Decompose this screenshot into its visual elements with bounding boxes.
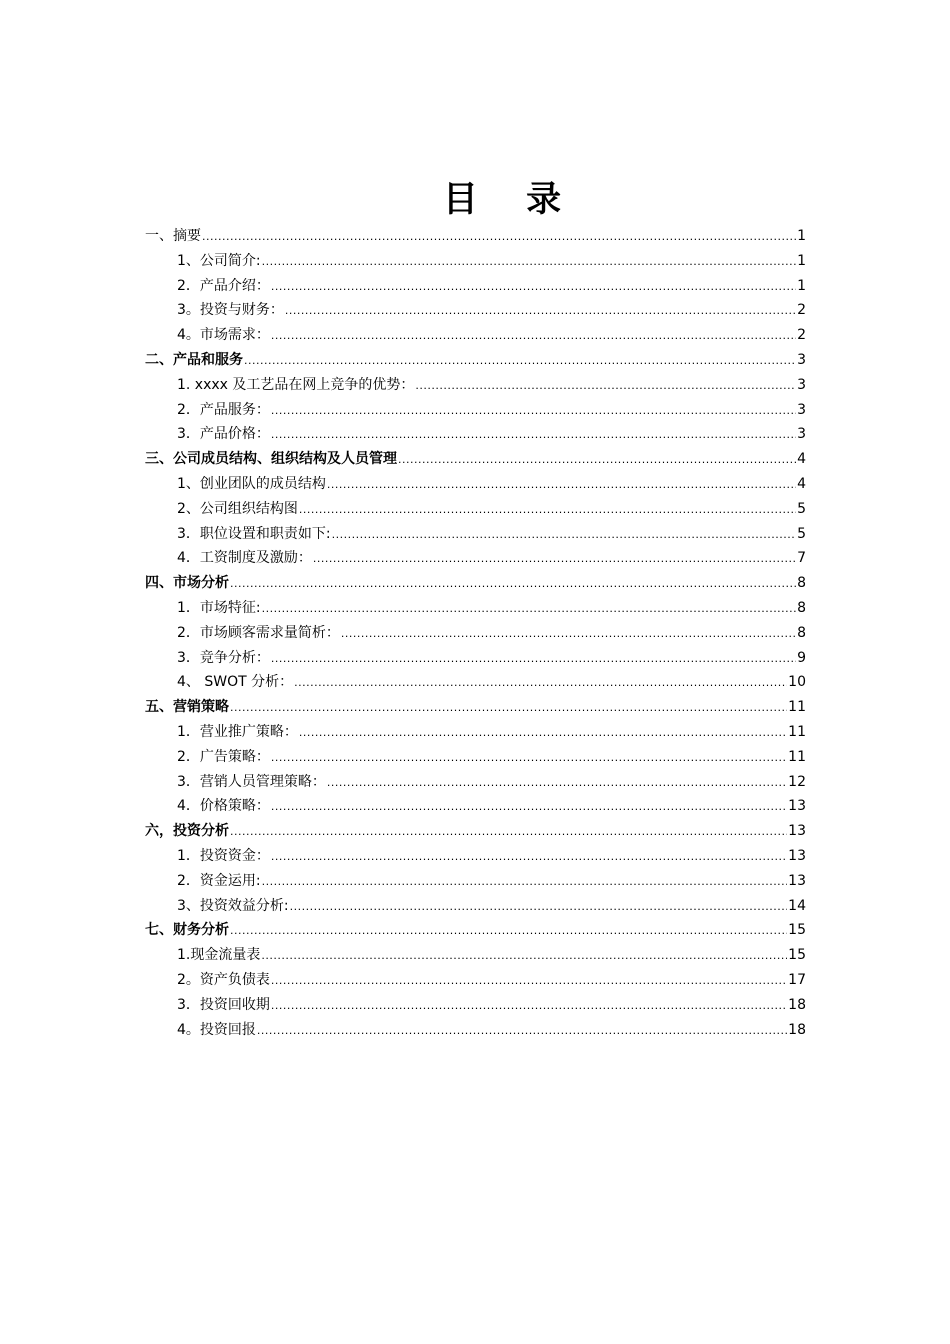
toc-page-number: 11 — [788, 699, 806, 716]
dot-leader — [271, 795, 787, 819]
toc-entry-title: 3．投资回收期 — [177, 996, 270, 1013]
toc-page-number: 18 — [788, 996, 806, 1013]
toc-page-number: 14 — [788, 897, 806, 914]
toc-page-number: 5 — [797, 525, 806, 542]
toc-section-entry[interactable] — [145, 571, 806, 595]
toc-entry-title: 1.现金流量表 — [177, 947, 261, 964]
toc-entry-title: 1. xxxx 及工艺品在网上竞争的优势： — [177, 376, 415, 393]
dot-leader — [271, 399, 796, 423]
dot-leader — [327, 473, 796, 497]
toc-entry-title: 2、公司组织结构图 — [177, 500, 298, 517]
toc-page-number: 15 — [788, 947, 806, 964]
toc-page-number: 17 — [788, 972, 806, 988]
toc-entry-title: 1、公司简介: — [177, 252, 261, 269]
toc-page-number: 10 — [788, 674, 806, 691]
toc-page-number: 3 — [797, 426, 806, 443]
toc-entry-title: 3．产品价格： — [177, 426, 270, 443]
toc-entry-title: 3。投资与财务： — [177, 302, 284, 319]
dot-leader — [332, 523, 796, 547]
toc-entry-title: 1．投资资金： — [177, 848, 270, 864]
dot-leader — [271, 969, 787, 993]
toc-page-number: 8 — [797, 600, 806, 616]
dot-leader — [294, 671, 787, 695]
toc-entry-title: 4。市场需求： — [177, 327, 270, 344]
toc-section-entry[interactable] — [145, 819, 806, 843]
toc-page-number: 4 — [797, 476, 806, 492]
dot-leader — [271, 647, 796, 671]
toc-page-number: 18 — [788, 1021, 806, 1038]
dot-leader — [261, 944, 787, 968]
dot-leader — [398, 448, 796, 472]
toc-entry-title: 2．市场顾客需求量简析： — [177, 624, 340, 641]
toc-entry-title: 2．资金运用: — [177, 872, 261, 889]
dot-leader — [299, 498, 796, 522]
dot-leader — [271, 423, 796, 447]
toc-entry-title: 2．产品服务： — [177, 401, 270, 418]
toc-subsection-entry[interactable] — [177, 968, 806, 992]
toc-section-entry[interactable] — [145, 695, 806, 719]
toc-page-number: 3 — [797, 376, 806, 393]
toc-page-number: 3 — [797, 401, 806, 418]
toc-entry-title: 五、营销策略 — [145, 699, 229, 716]
toc-subsection-entry[interactable] — [177, 670, 806, 694]
toc-page-number: 4 — [797, 451, 806, 468]
dot-leader — [271, 746, 787, 770]
toc-entry-title: 1．市场特征: — [177, 600, 261, 616]
toc-page-number: 1 — [797, 228, 806, 244]
toc-section-entry[interactable] — [145, 447, 806, 471]
toc-section-entry[interactable] — [145, 224, 806, 248]
toc-entry-title: 4。投资回报 — [177, 1021, 256, 1038]
toc-section-entry[interactable] — [145, 918, 806, 942]
toc-entry-title: 四、市场分析 — [145, 575, 229, 592]
toc-subsection-entry[interactable] — [177, 472, 806, 496]
toc-page-number: 11 — [788, 748, 806, 765]
toc-entry-title: 3、投资效益分析: — [177, 897, 289, 914]
toc-subsection-entry[interactable] — [177, 249, 806, 273]
toc-page-number: 1 — [797, 277, 806, 294]
dot-leader — [327, 771, 787, 795]
toc-subsection-entry[interactable] — [177, 720, 806, 744]
dot-leader — [262, 597, 796, 621]
toc-subsection-entry[interactable] — [177, 646, 806, 670]
toc-page-number: 2 — [797, 327, 806, 344]
dot-leader — [285, 299, 796, 323]
toc-entry-title: 一、摘要 — [145, 228, 201, 244]
toc-subsection-entry[interactable] — [177, 373, 806, 397]
dot-leader — [257, 1019, 787, 1043]
dot-leader — [262, 870, 788, 894]
toc-entry-title: 二、产品和服务 — [145, 352, 243, 368]
toc-page-number: 13 — [788, 823, 806, 840]
toc-entry-title: 2。资产负债表 — [177, 972, 270, 988]
toc-entry-title: 三、公司成员结构、组织结构及人员管理 — [145, 451, 397, 468]
toc-subsection-entry[interactable] — [177, 770, 806, 794]
toc-subsection-entry[interactable] — [177, 546, 806, 570]
toc-page-number: 11 — [788, 724, 806, 740]
dot-leader — [244, 349, 796, 373]
toc-subsection-entry[interactable] — [177, 398, 806, 422]
dot-leader — [271, 845, 787, 869]
toc-entry-title: 2．广告策略： — [177, 748, 270, 765]
toc-subsection-entry[interactable] — [177, 298, 806, 322]
dot-leader — [313, 547, 796, 571]
toc-entry-title: 1、创业团队的成员结构 — [177, 476, 326, 492]
toc-subsection-entry[interactable] — [177, 1018, 806, 1042]
toc-subsection-entry[interactable] — [177, 894, 806, 918]
toc-subsection-entry[interactable] — [177, 869, 806, 893]
toc-subsection-entry[interactable] — [177, 844, 806, 868]
toc-subsection-entry[interactable] — [177, 274, 806, 298]
dot-leader — [262, 250, 796, 274]
toc-page-number: 13 — [788, 848, 806, 864]
toc-page-number: 7 — [797, 550, 806, 567]
toc-entry-title: 1．营业推广策略： — [177, 724, 298, 740]
toc-page-number: 9 — [797, 649, 806, 666]
toc-entry-title: 3．职位设置和职责如下: — [177, 525, 331, 542]
dot-leader — [230, 572, 796, 596]
toc-entry-title: 4、 SWOT 分析： — [177, 674, 294, 691]
dot-leader — [230, 696, 787, 720]
toc-subsection-entry[interactable] — [177, 522, 806, 546]
toc-section-entry[interactable] — [145, 348, 806, 372]
toc-entry-title: 4．价格策略： — [177, 798, 270, 815]
toc-page-number: 2 — [797, 302, 806, 319]
toc-subsection-entry[interactable] — [177, 943, 806, 967]
toc-entry-title: 3．竞争分析： — [177, 649, 270, 666]
dot-leader — [271, 324, 796, 348]
toc-subsection-entry[interactable] — [177, 596, 806, 620]
page-title: 目 录 — [442, 180, 580, 220]
toc-entry-title: 4．工资制度及激励： — [177, 550, 312, 567]
dot-leader — [230, 820, 787, 844]
toc-subsection-entry[interactable] — [177, 323, 806, 347]
toc-page-number: 8 — [797, 575, 806, 592]
dot-leader — [415, 374, 796, 398]
dot-leader — [271, 275, 796, 299]
toc-page-number: 13 — [788, 872, 806, 889]
toc-page-number: 1 — [797, 252, 806, 269]
dot-leader — [341, 622, 796, 646]
toc-subsection-entry[interactable] — [177, 621, 806, 645]
toc-page-number: 5 — [797, 500, 806, 517]
toc-page-number: 13 — [788, 798, 806, 815]
toc-subsection-entry[interactable] — [177, 993, 806, 1017]
toc-page-number: 8 — [797, 624, 806, 641]
dot-leader — [271, 994, 787, 1018]
toc-entry-title: 2．产品介绍： — [177, 277, 270, 294]
toc-entry-title: 六，投资分析 — [145, 823, 229, 840]
toc-subsection-entry[interactable] — [177, 745, 806, 769]
toc-entry-title: 七、财务分析 — [145, 922, 229, 939]
toc-subsection-entry[interactable] — [177, 422, 806, 446]
toc-page-number: 3 — [797, 352, 806, 368]
toc-page-number: 12 — [788, 773, 806, 790]
toc-page-number: 15 — [788, 922, 806, 939]
dot-leader — [230, 919, 787, 943]
toc-subsection-entry[interactable] — [177, 497, 806, 521]
dot-leader — [290, 895, 788, 919]
toc-entry-title: 3．营销人员管理策略： — [177, 773, 326, 790]
dot-leader — [202, 225, 796, 249]
dot-leader — [299, 721, 787, 745]
toc-subsection-entry[interactable] — [177, 794, 806, 818]
